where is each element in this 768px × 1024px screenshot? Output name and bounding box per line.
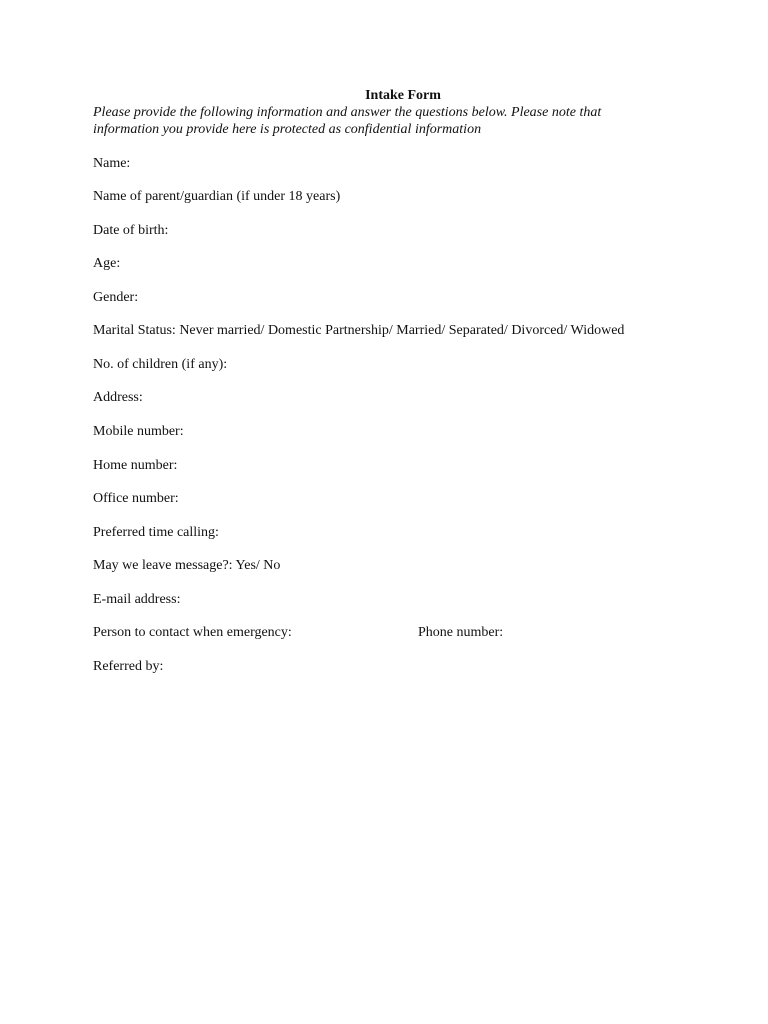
mobile-number-field-label: Mobile number: [93, 424, 184, 439]
emergency-phone-field-label: Phone number: [418, 625, 504, 640]
address-field-label: Address: [93, 390, 143, 405]
marital-status-field-label: Marital Status: Never married/ Domestic Partnership/ Married/ Separated/ Divorced/ Widowed [93, 323, 625, 338]
email-field-label: E-mail address: [93, 592, 181, 607]
parent-guardian-field-label: Name of parent/guardian (if under 18 years) [93, 189, 341, 204]
preferred-time-field-label: Preferred time calling: [93, 525, 219, 540]
form-title: Intake Form [365, 88, 441, 103]
age-field-label: Age: [93, 256, 121, 271]
office-number-field-label: Office number: [93, 491, 179, 506]
intro-line-2: information you provide here is protected as confidential information [93, 122, 482, 137]
home-number-field-label: Home number: [93, 458, 178, 473]
children-field-label: No. of children (if any): [93, 357, 228, 372]
form-intro [93, 104, 713, 138]
gender-field-label: Gender: [93, 290, 139, 305]
name-field-label: Name: [93, 156, 131, 171]
referred-by-field-label: Referred by: [93, 659, 164, 674]
intro-line-1: Please provide the following information and answer the questions below. Please note that [93, 105, 602, 120]
emergency-contact-field-label: Person to contact when emergency: [93, 625, 292, 640]
date-of-birth-field-label: Date of birth: [93, 223, 169, 238]
leave-message-field-label: May we leave message?: Yes/ No [93, 558, 281, 573]
